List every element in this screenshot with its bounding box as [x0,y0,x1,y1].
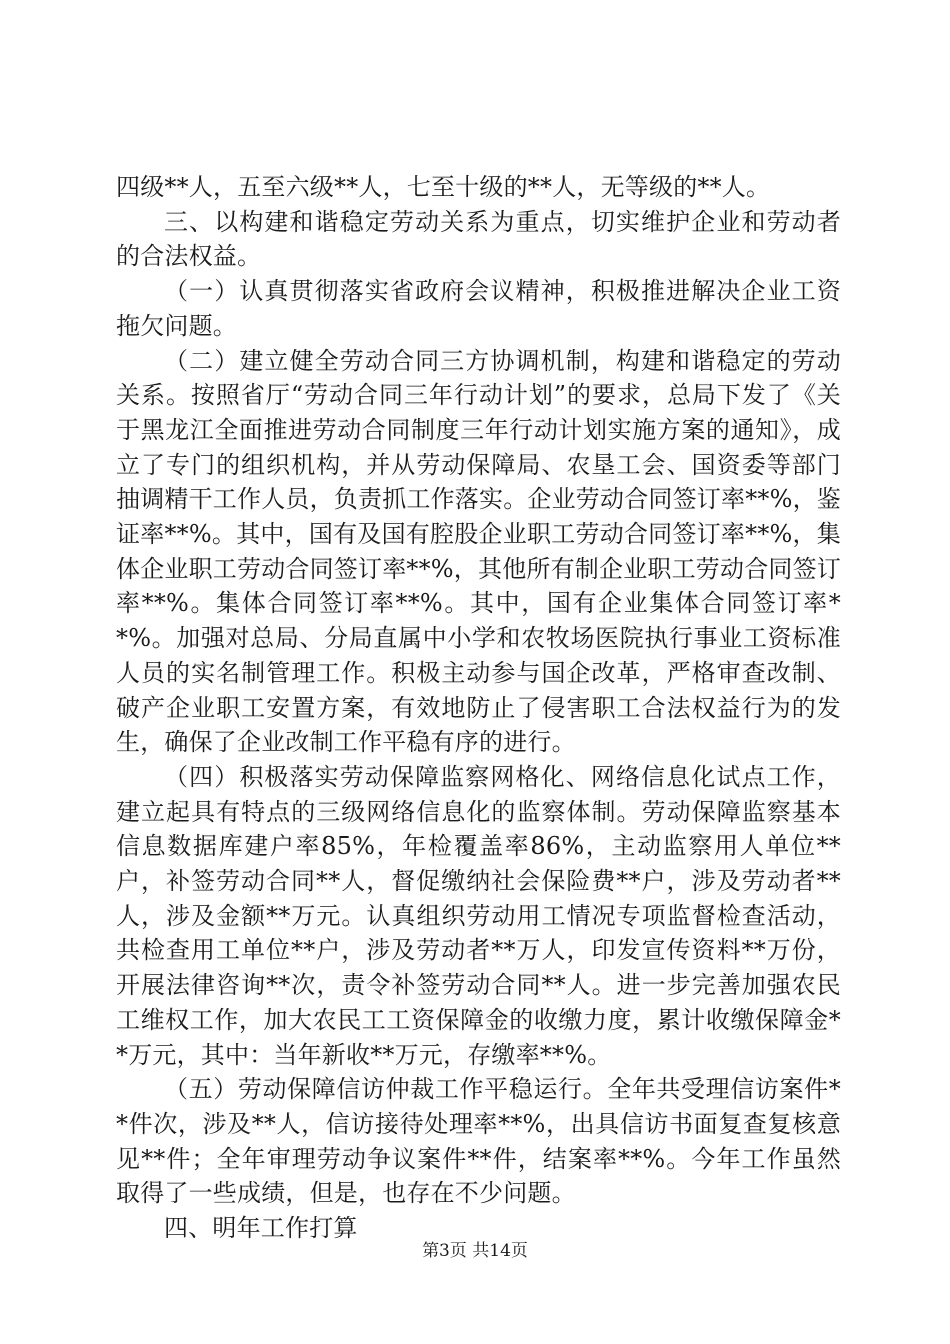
paragraph-item-1: （一）认真贯彻落实省政府会议精神，积极推进解决企业工资拖欠问题。 [116,277,841,340]
page-number-footer: 第3页 共14页 [422,1241,528,1261]
paragraph-1: 四级**人，五至六级**人，七至十级的**人，无等级的**人。 [116,173,771,201]
document-body [116,170,841,1246]
paragraph-item-2: （二）建立健全劳动合同三方协调机制，构建和谐稳定的劳动关系。按照省厅“劳动合同三年行动计划”的要求，总局下发了《关于黑龙江全面推进劳动合同制度三年行动计划实施方案的通知》，成立了专门的组织机构，并从劳动保障局、农垦工会、国资委等部门抽调精干工作人员，负责抓工作落实。企业劳动合同签订率**%，鉴证率**%。其中，国有及国有腔股企业职工劳动合同签订率**%，集体企业职工劳动合同签订率**%，其他所有制企业职工劳动合同签订率**%。集体合同签订率**%。其中，国有企业集体合同签订率**%。加强对总局、分局直属中小学和农牧场医院执行事业工资标准人员的实名制管理工作。积极主动参与国企改革，严格审查改制、破产企业职工安置方案，有效地防止了侵害职工合法权益行为的发生，确保了企业改制工作平稳有序的进行。 [116,346,842,757]
paragraph-item-4: （四）积极落实劳动保障监察网格化、网络信息化试点工作，建立起具有特点的三级网络信息化的监察体制。劳动保障监察基本信息数据库建户率85%，年检覆盖率86%，主动监察用人单位**户，补签劳动合同**人，督促缴纳社会保险费**户，涉及劳动者**人，涉及金额**万元。认真组织劳动用工情况专项监督检查活动，共检查用工单位**户，涉及劳动者**万人，印发宣传资料**万份，开展法律咨询**次，责令补签劳动合同**人。进一步完善加强农民工维权工作，加大农民工工资保障金的收缴力度，累计收缴保障金**万元，其中：当年新收**万元，存缴率**%。 [116,762,841,1069]
paragraph-item-5: （五）劳动保障信访仲裁工作平稳运行。全年共受理信访案件**件次，涉及**人，信访接待处理率**%，出具信访书面复查复核意见**件；全年审理劳动争议案件**件，结案率**%。今年工作虽然取得了一些成绩，但是，也存在不少问题。 [116,1075,841,1208]
section-heading-3: 三、以构建和谐稳定劳动关系为重点，切实维护企业和劳动者的合法权益。 [116,207,841,271]
section-heading-4: 四、明年工作打算 [164,1214,358,1243]
